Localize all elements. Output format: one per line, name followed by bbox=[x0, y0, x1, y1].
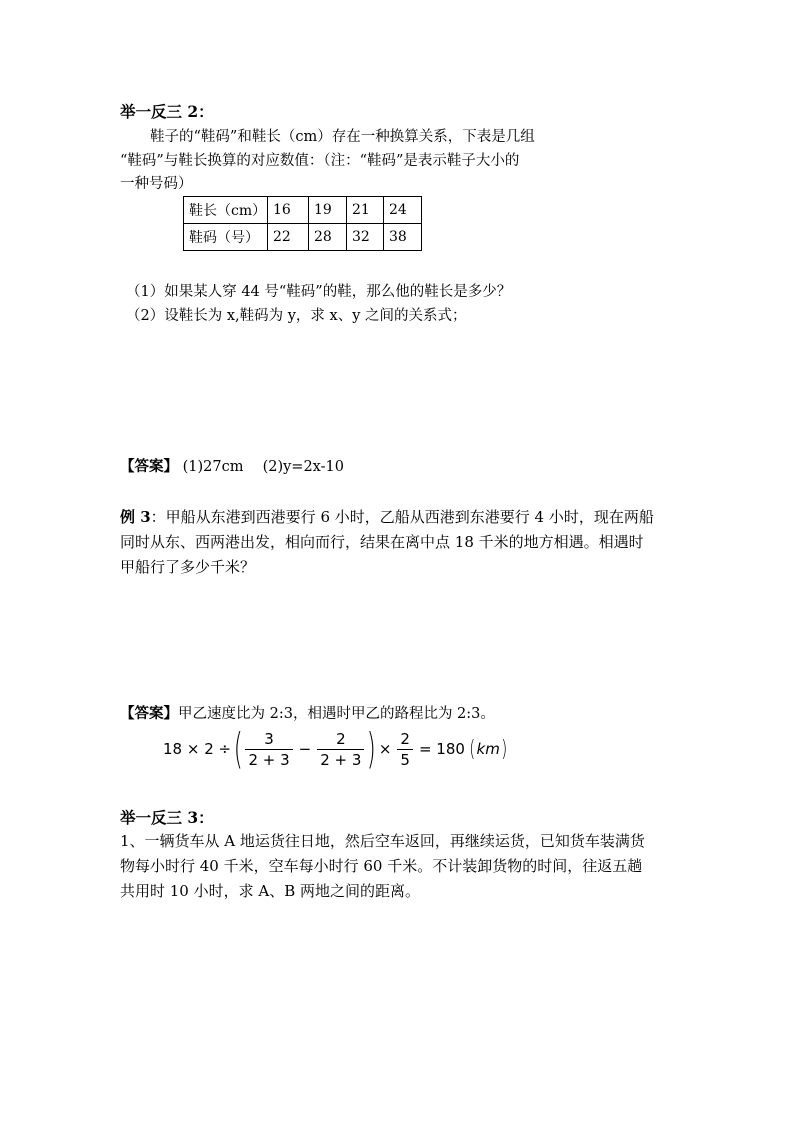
answer-2 bbox=[120, 702, 495, 723]
table-cell: 21 bbox=[347, 197, 384, 224]
unit-left-paren: ( bbox=[469, 736, 476, 762]
problem-line-3: 共用时 10 小时，求 A、B 两地之间的距离。 bbox=[120, 882, 421, 900]
equals-result: = 180 bbox=[418, 740, 465, 758]
numerator: 3 bbox=[264, 729, 274, 748]
question-1: （1）如果某人穿 44 号“鞋码”的鞋，那么他的鞋长是多少？ bbox=[126, 284, 512, 300]
answer-1 bbox=[120, 455, 344, 476]
left-paren: ( bbox=[233, 724, 243, 773]
answer-label: 【答案】 bbox=[120, 705, 178, 722]
table-cell: 鞋长（cm） bbox=[184, 197, 268, 224]
denominator: 2 + 3 bbox=[245, 749, 292, 769]
numerator: 2 bbox=[336, 729, 346, 748]
table-cell: 28 bbox=[309, 224, 347, 251]
problem-line-1: 1、一辆货车从 A 地运货往日地，然后空车返回，再继续运货，已知货车装满货 bbox=[120, 832, 645, 850]
intro-line-2: “鞋码”与鞋长换算的对应数值：（注：“鞋码”是表示鞋子大小的 bbox=[120, 153, 520, 169]
table-row bbox=[184, 197, 422, 224]
question-2: （2）设鞋长为 x,鞋码为 y，求 x、y 之间的关系式； bbox=[126, 308, 467, 324]
table-cell: 24 bbox=[384, 197, 422, 224]
problem-line-2: 物每小时行 40 千米，空车每小时行 60 千米。不计装卸货物的时间，往返五趟 bbox=[120, 857, 643, 875]
unit-right-paren: ) bbox=[501, 736, 508, 762]
example-text: ：甲船从东港到西港要行 6 小时，乙船从西港到东港要行 4 小时，现在两船 bbox=[150, 508, 654, 526]
answer-text: 甲乙速度比为 2:3，相遇时甲乙的路程比为 2:3。 bbox=[178, 706, 495, 722]
answer-label: 【答案】 bbox=[120, 458, 178, 475]
right-paren: ) bbox=[367, 724, 377, 773]
example-3-line-1 bbox=[120, 506, 654, 527]
shoe-size-table bbox=[183, 196, 422, 251]
unit: km bbox=[476, 740, 500, 758]
table-cell: 19 bbox=[309, 197, 347, 224]
section-heading-2: 举一反三 2： bbox=[120, 102, 214, 121]
times-sign: × bbox=[378, 740, 392, 758]
minus-sign: − bbox=[298, 740, 312, 758]
fraction bbox=[245, 730, 292, 769]
table-cell: 22 bbox=[268, 224, 309, 251]
intro-line-3: 一种号码） bbox=[120, 176, 193, 192]
table-cell: 32 bbox=[347, 224, 384, 251]
fraction bbox=[317, 730, 364, 769]
section-heading-3: 举一反三 3： bbox=[120, 808, 214, 827]
example-label: 例 3 bbox=[120, 508, 151, 526]
intro-line-1: 鞋子的“鞋码”和鞋长（cm）存在一种换算关系，下表是几组 bbox=[150, 129, 535, 145]
answer-text: (1)27cm (2)y=2x-10 bbox=[182, 459, 344, 475]
denominator: 2 + 3 bbox=[317, 749, 364, 769]
example-3-line-3: 甲船行了多少千米？ bbox=[120, 558, 256, 576]
table-cell: 38 bbox=[384, 224, 422, 251]
example-3-line-2: 同时从东、西两港出发，相向而行，结果在离中点 18 千米的地方相遇。相遇时 bbox=[120, 533, 644, 551]
solution-formula bbox=[160, 724, 508, 773]
numerator: 2 bbox=[400, 729, 410, 748]
formula-lead: 18 × 2 ÷ bbox=[163, 740, 232, 758]
table-cell: 16 bbox=[268, 197, 309, 224]
denominator: 5 bbox=[397, 749, 413, 769]
table-cell: 鞋码（号） bbox=[184, 224, 268, 251]
table-row bbox=[184, 224, 422, 251]
fraction bbox=[397, 730, 413, 769]
